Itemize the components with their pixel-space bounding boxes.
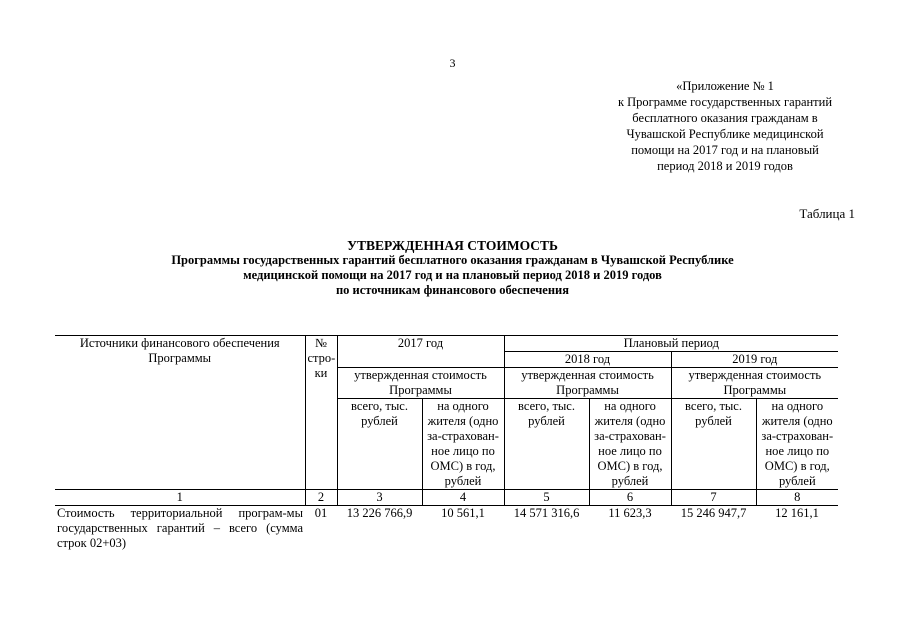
- document-heading: [60, 238, 845, 298]
- appendix-line: «Приложение № 1: [676, 79, 774, 93]
- column-number: 3: [337, 490, 422, 506]
- cost-table: [55, 335, 838, 551]
- table-label: Таблица 1: [799, 206, 855, 221]
- header-total-2018: всего, тыс. рублей: [504, 399, 589, 490]
- appendix-line: бесплатного оказания гражданам в: [632, 111, 818, 125]
- cell-2017-per-resident: 10 561,1: [441, 506, 485, 520]
- heading-line: по источникам финансового обеспечения: [335, 283, 570, 297]
- row-source: Стоимость территориальной програм-мы государственных гарантий – всего (сумма строк 02+03): [57, 506, 303, 550]
- header-total-2019: всего, тыс. рублей: [671, 399, 756, 490]
- header-year-2017: 2017 год: [337, 336, 504, 368]
- column-number: 7: [671, 490, 756, 506]
- appendix-line: помощи на 2017 год и на плановый: [631, 143, 819, 157]
- header-approved-cost-2019: утвержденная стоимость Программы: [671, 368, 838, 399]
- header-total-2017: всего, тыс. рублей: [337, 399, 422, 490]
- cell-2019-per-resident: 12 161,1: [775, 506, 819, 520]
- appendix-line: Чувашской Республике медицинской: [626, 127, 824, 141]
- row-number: 01: [314, 506, 328, 520]
- table-row: [55, 506, 838, 552]
- appendix-line: к Программе государственных гарантий: [617, 95, 833, 109]
- heading-title: УТВЕРЖДЕННАЯ СТОИМОСТЬ: [347, 238, 558, 253]
- column-number: 1: [55, 490, 305, 506]
- heading-line: медицинской помощи на 2017 год и на плановый период 2018 и 2019 годов: [243, 268, 662, 282]
- header-year-2019: 2019 год: [671, 352, 838, 368]
- header-year-2018: 2018 год: [504, 352, 671, 368]
- header-per-resident-2018: на одного жителя (одно за-страхован-ное лицо по ОМС) в год, рублей: [589, 399, 671, 490]
- column-number: 2: [305, 490, 337, 506]
- header-per-resident-2017: на одного жителя (одно за-страхован-ное лицо по ОМС) в год, рублей: [422, 399, 504, 490]
- header-planned-period: Плановый период: [504, 336, 838, 352]
- column-number: 4: [422, 490, 504, 506]
- header-approved-cost-2018: утвержденная стоимость Программы: [504, 368, 671, 399]
- column-number: 5: [504, 490, 589, 506]
- header-source: Источники финансового обеспечения Программы: [55, 336, 305, 490]
- column-number: 6: [589, 490, 671, 506]
- appendix-note: [560, 78, 890, 174]
- cell-2018-per-resident: 11 623,3: [608, 506, 652, 520]
- header-row-number: № стро-ки: [305, 336, 337, 490]
- heading-line: Программы государственных гарантий бесплатного оказания гражданам в Чувашской Республике: [171, 253, 734, 267]
- column-number-row: [55, 490, 838, 506]
- cell-2019-total: 15 246 947,7: [680, 506, 747, 520]
- header-per-resident-2019: на одного жителя (одно за-страхован-ное лицо по ОМС) в год, рублей: [756, 399, 838, 490]
- cell-2018-total: 14 571 316,6: [513, 506, 580, 520]
- column-number: 8: [756, 490, 838, 506]
- appendix-line: период 2018 и 2019 годов: [657, 159, 793, 173]
- page-number: 3: [449, 56, 456, 70]
- cell-2017-total: 13 226 766,9: [346, 506, 413, 520]
- header-approved-cost-2017: утвержденная стоимость Программы: [337, 368, 504, 399]
